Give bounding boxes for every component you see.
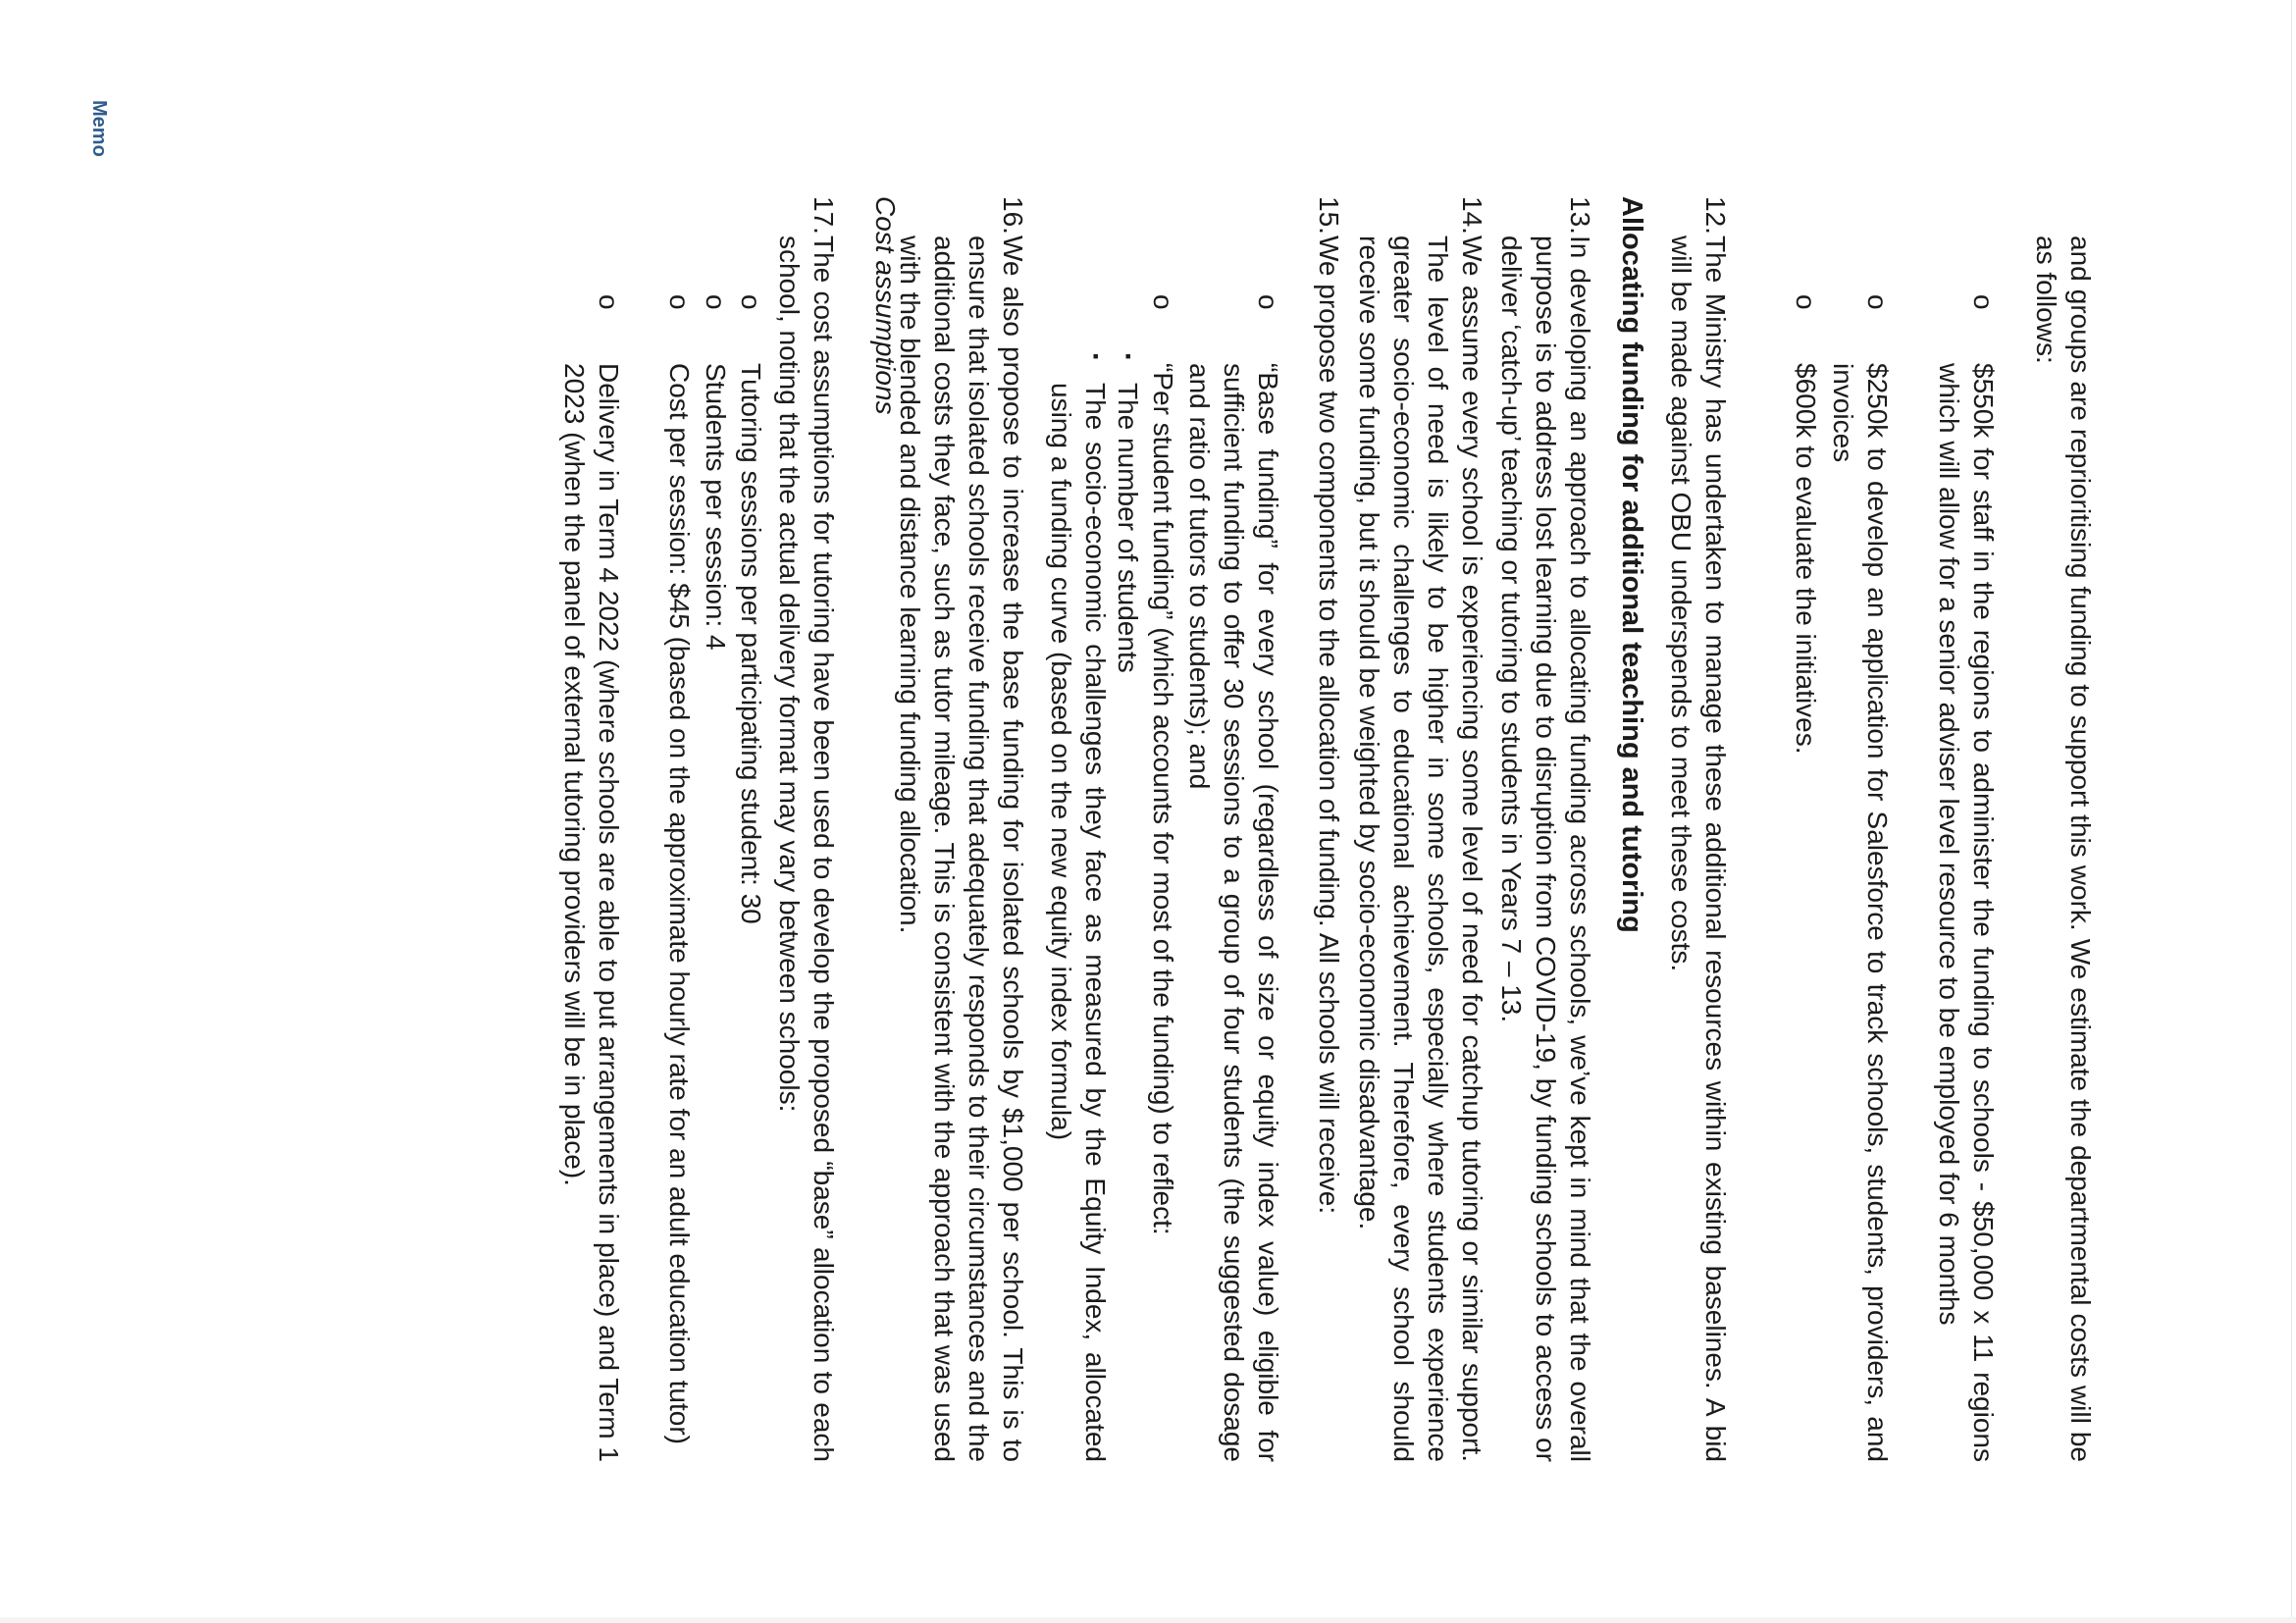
paragraph-16 bbox=[893, 196, 1030, 1462]
intro-paragraph bbox=[2029, 196, 2098, 1462]
cost-bullet-2: Students per session: 4 bbox=[701, 363, 731, 651]
paragraph-12 bbox=[1664, 196, 1733, 1462]
bullet-marker: o bbox=[736, 294, 766, 310]
paragraph-text: We propose two components to the allocation of funding. All schools will receive: bbox=[1314, 236, 1344, 1215]
paragraph-text: The Ministry has undertaken to manage these additional resources within existing baselines. A bid will be made against OBU underspends to meet these costs. bbox=[1666, 236, 1731, 1462]
list-item bbox=[1111, 353, 1145, 1462]
paragraph-17 bbox=[772, 196, 841, 1462]
intro-bullet-3: $600k to evaluate the initiatives. bbox=[1791, 363, 1821, 755]
funding-bullet-1: “Base funding” for every school (regardless of size or equity index value) eligible for sufficient funding to offer 30 sessions to a group of four students (the suggested dosage and ratio of tutors to students); and bbox=[1184, 363, 1283, 1462]
paragraph-number: 15. bbox=[1314, 196, 1344, 235]
list-item bbox=[662, 294, 697, 1462]
funding-bullet-2: “Per student funding” (which accounts for most of the funding) to reflect: bbox=[1148, 363, 1178, 1235]
bullet-marker: o bbox=[1253, 294, 1283, 310]
list-item bbox=[1044, 353, 1113, 1462]
bullet-marker: o bbox=[1862, 294, 1893, 310]
cost-bullet-1: Tutoring sessions per participating student: 30 bbox=[736, 363, 766, 924]
bullet-marker: o bbox=[701, 294, 731, 310]
list-item bbox=[734, 294, 768, 1462]
paragraph-number: 12. bbox=[1700, 196, 1731, 235]
cost-bullet-3: Cost per session: $45 (based on the approximate hourly rate for an adult education tutor) bbox=[664, 363, 695, 1444]
paragraph-number: 16. bbox=[998, 196, 1028, 235]
list-item bbox=[699, 294, 733, 1462]
sub-bullet-marker: ▪ bbox=[1086, 353, 1106, 360]
paragraph-number: 13. bbox=[1565, 196, 1595, 235]
bullet-marker: o bbox=[594, 294, 624, 310]
list-item bbox=[1146, 294, 1180, 1462]
memo-label: Memo bbox=[88, 100, 110, 157]
paragraph-13 bbox=[1494, 196, 1597, 1462]
bullet-marker: o bbox=[1968, 294, 1999, 310]
paragraph-14 bbox=[1352, 196, 1489, 1462]
bullet-marker: o bbox=[1791, 294, 1821, 310]
section-heading: Allocating funding for additional teaching and tutoring bbox=[1616, 196, 1647, 933]
intro-bullet-2: $250k to develop an application for Salesforce to track schools, students, providers, and invoices bbox=[1828, 363, 1893, 1462]
bullet-marker: o bbox=[1148, 294, 1178, 310]
funding-sub-bullet-2: The socio-economic challenges they face as measured by the Equity Index, allocated using a funding curve (based on the new equity index formula) bbox=[1046, 383, 1111, 1462]
intro-bullet-1: $550k for staff in the regions to administer the funding to schools - $50,000 x 11 regions which will allow for a senior adviser level resource to be employed for 6 months bbox=[1934, 363, 1999, 1462]
list-item bbox=[1789, 294, 1823, 1462]
paragraph-text: The cost assumptions for tutoring have been used to develop the proposed “base” allocation to each school, noting that the actual delivery format may vary between schools: bbox=[774, 236, 839, 1462]
intro-text: and groups are reprioritising funding to support this work. We estimate the departmental costs will be as follows: bbox=[2031, 236, 2096, 1462]
list-item bbox=[1932, 294, 2001, 1462]
funding-sub-bullet-1: The number of students bbox=[1113, 383, 1143, 673]
cost-assumptions-heading: Cost assumptions bbox=[870, 196, 901, 415]
cost-bullet-4: Delivery in Term 4 2022 (where schools are able to put arrangements in place) and Term 1 2023 (when the panel of external tutoring providers will be in place). bbox=[559, 363, 624, 1462]
list-item bbox=[557, 294, 626, 1462]
list-item bbox=[1826, 294, 1895, 1462]
paragraph-text: We also propose to increase the base funding for isolated schools by $1,000 per school. This is to ensure that isolated schools receive funding that adequately responds to their circumstances and the additional costs they face, such as tutor mileage. This is consistent with the approach that was used with the blended and distance learning funding allocation. bbox=[895, 236, 1028, 1462]
paragraph-15 bbox=[1312, 196, 1346, 1462]
paragraph-number: 17. bbox=[809, 196, 839, 235]
bullet-marker: o bbox=[664, 294, 695, 310]
paragraph-number: 14. bbox=[1457, 196, 1487, 235]
sub-bullet-marker: ▪ bbox=[1119, 353, 1138, 360]
paragraph-text: In developing an approach to allocating funding across schools, we’ve kept in mind that the overall purpose is to address lost learning due to disruption from COVID-19, by funding schools to access or deliver ‘catch-up’ teaching or tutoring to students in Years 7 – 13. bbox=[1496, 236, 1595, 1462]
list-item bbox=[1182, 294, 1285, 1462]
paragraph-text: We assume every school is experiencing some level of need for catchup tutoring or similar support. The level of need is likely to be higher in some schools, especially where students experience greater socio-economic challenges to educational achievement. Therefore, every school should receive some funding, but it should be weighted by socio-economic disadvantage. bbox=[1354, 236, 1487, 1462]
